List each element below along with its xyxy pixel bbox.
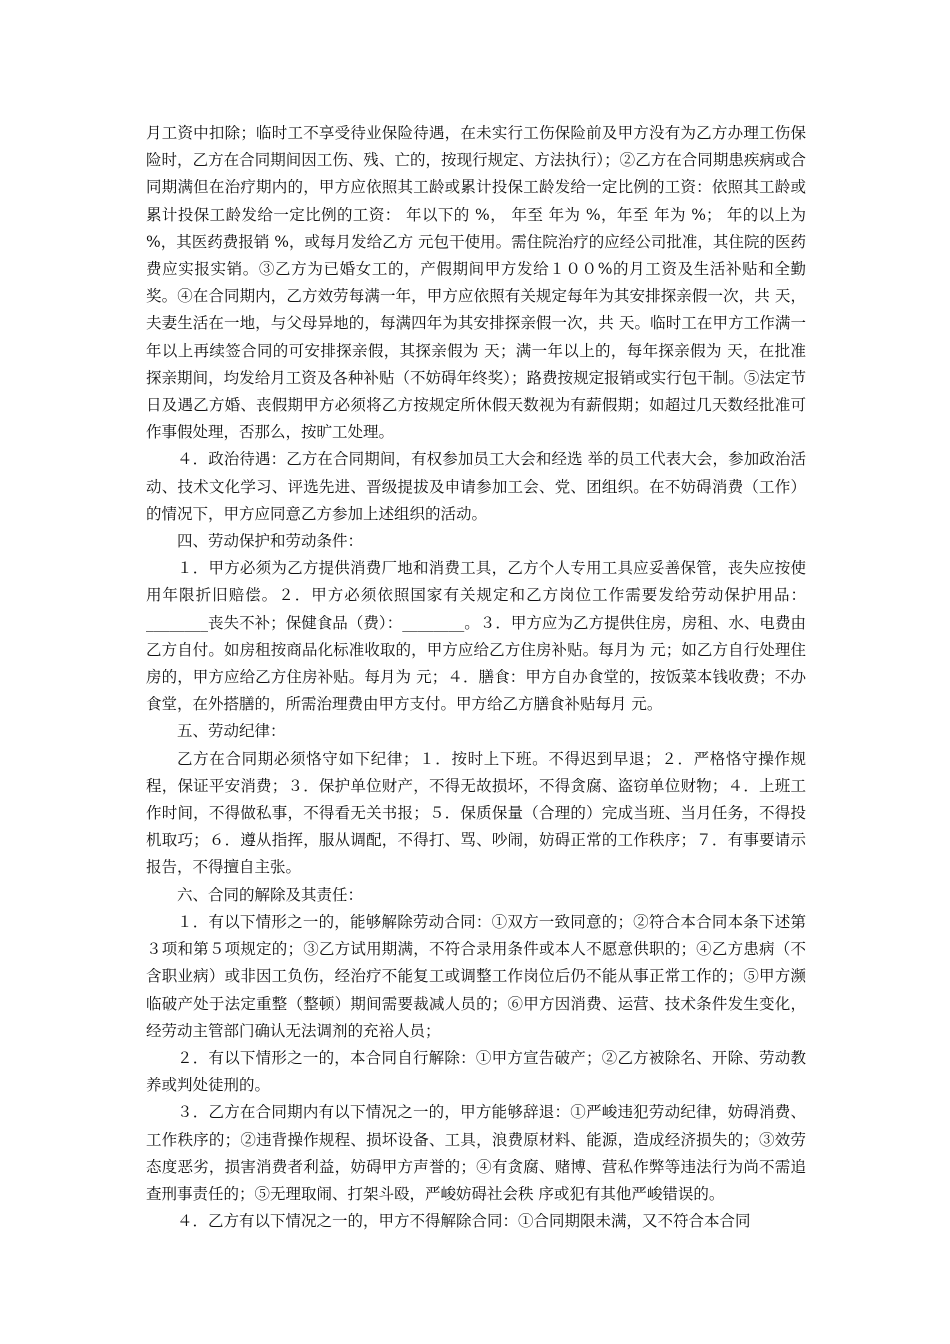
paragraph-leave-and-welfare-continuation: 月工资中扣除；临时工不享受待业保险待遇，在未实行工伤保险前及甲方没有为乙方办理工伤保险时，乙方在合同期间因工伤、残、亡的，按现行规定、方法执行）；②乙方在合同期患疾病或合同期满但在治疗期内的，甲方应依照其工龄或累计投保工龄发给一定比例的工资：依照其工龄或累计投保工龄发给一定比例的工资： 年以下的 %， 年至 年为 %，年至 年为 %； 年的以上为 %，其医药费报销 %，或每月发给乙方 元包干使用。需住院治疗的应经公司批准，其住院的医药费应实报实销。③乙方为已婚女工的，产假期间甲方发给１００%的月工资及生活补贴和全勤奖。④在合同期内，乙方效劳每满一年，甲方应依照有关规定每年为其安排探亲假一次，共 天，夫妻生活在一地，与父母异地的，每满四年为其安排探亲假一次，共 天。临时工在甲方工作满一年以上再续签合同的可安排探亲假，其探亲假为 天；满一年以上的，每年探亲假为 天，在批准探亲期间，均发给月工资及各种补贴（不妨碍年终奖）；路费按规定报销或实行包干制。⑤法定节日及遇乙方婚、丧假期甲方必须将乙方按规定所休假天数视为有薪假期；如超过几天数经批准可作事假处理，否那么，按旷工处理。 [146,124,806,442]
contract-document-body [146,120,806,1235]
paragraph-political-treatment: ４．政治待遇：乙方在合同期间，有权参加员工大会和经选 举的员工代表大会，参加政治活动、技术文化学习、评选先进、晋级提拔及申请参加工会、党、团组织。在不妨碍消费（工作）的情况下，甲方应同意乙方参加上述组织的活动。 [146,450,806,523]
paragraph-termination-clause-2: ２．有以下情形之一的，本合同自行解除：①甲方宣告破产；②乙方被除名、开除、劳动教养或判处徒刑的。 [146,1048,806,1095]
paragraph-termination-clause-3: ３．乙方在合同期内有以下情况之一的，甲方能够辞退：①严峻违犯劳动纪律，妨碍消费、工作秩序的；②违背操作规程、损坏设备、工具，浪费原材料、能源，造成经济损失的；③效劳态度恶劣，损害消费者利益，妨碍甲方声誉的；④有贪腐、赌博、营私作弊等违法行为尚不需追查刑事责任的；⑤无理取闹、打架斗殴，严峻妨碍社会秩 序或犯有其他严峻错误的。 [146,1103,806,1203]
paragraph-termination-clause-1: １．有以下情形之一的，能够解除劳动合同：①双方一致同意的；②符合本合同本条下述第３项和第５项规定的；③乙方试用期满，不符合录用条件或本人不愿意供职的；④乙方患病（不含职业病）或非因工负伤，经治疗不能复工或调整工作岗位后仍不能从事正常工作的；⑤甲方濒临破产处于法定重整（整顿）期间需要裁减人员的；⑥甲方因消费、运营、技术条件发生变化，经劳动主管部门确认无法调剂的充裕人员； [146,912,806,1040]
paragraph-labor-discipline: 乙方在合同期必须恪守如下纪律；１．按时上下班。不得迟到早退；２．严格恪守操作规程，保证平安消费；３．保护单位财产，不得无故损坏，不得贪腐、盗窃单位财物；４．上班工作时间，不得做私事，不得看无关书报；５．保质保量（合理的）完成当班、当月任务，不得投机取巧；６．遵从指挥，服从调配，不得打、骂、吵闹，妨碍正常的工作秩序；７．有事要请示报告，不得擅自主张。 [146,749,806,877]
section-heading-labor-discipline: 五、劳动纪律： [177,722,286,741]
section-heading-contract-termination: 六、合同的解除及其责任： [177,885,364,904]
paragraph-labor-protection: １．甲方必须为乙方提供消费厂地和消费工具，乙方个人专用工具应妥善保管，丧失应按使用年限折旧赔偿。２．甲方必须依照国家有关规定和乙方岗位工作需要发给劳动保护用品：________丧失不补；保健食品（费）：________。３．甲方应为乙方提供住房，房租、水、电费由乙方自付。如房租按商品化标准收取的，甲方应给乙方住房补贴。每月为 元；如乙方自行处理住房的，甲方应给乙方住房补贴。每月为 元；４．膳食：甲方自办食堂的，按饭菜本钱收费；不办食堂，在外搭膳的，所需治理费由甲方支付。甲方给乙方膳食补贴每月 元。 [146,559,806,714]
section-heading-labor-protection: 四、劳动保护和劳动条件： [177,532,364,551]
paragraph-termination-clause-4: ４．乙方有以下情况之一的，甲方不得解除合同：①合同期限未满，又不符合本合同 [177,1212,751,1231]
